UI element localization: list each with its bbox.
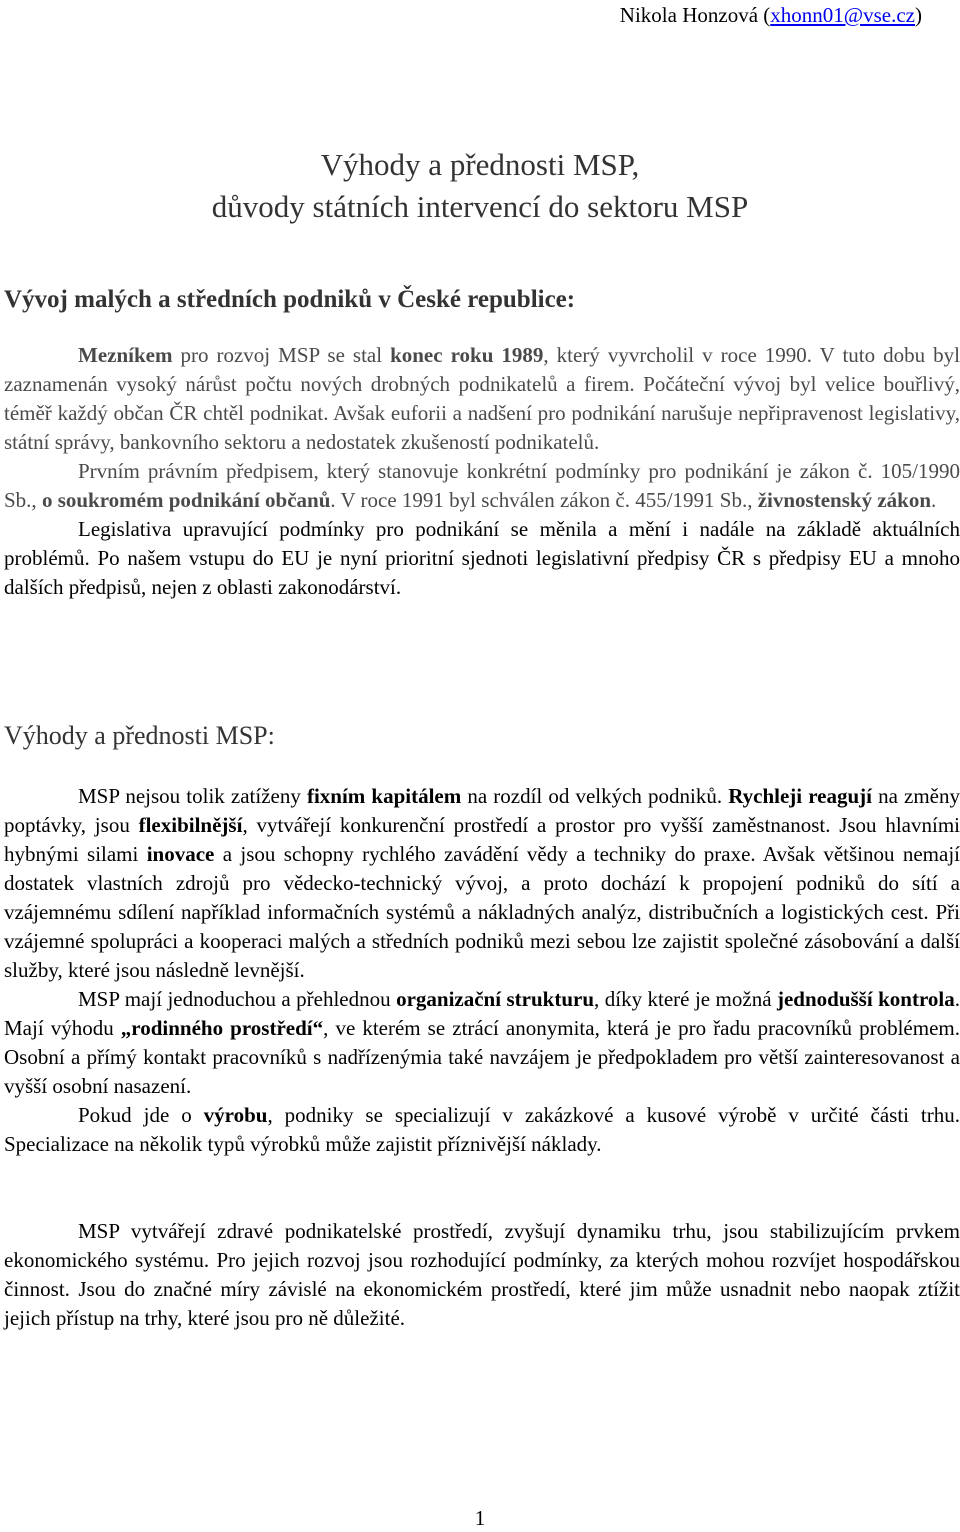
paragraph-fixed-capital: MSP nejsou tolik zatíženy fixním kapitálem na rozdíl od velkých podniků. Rychleji reagují na změny poptávky, jsou flexibilnější, vytvářejí konkurenční prostředí a prostor pro vyšší zaměstnanost. Jsou hlavními hybnými silami inovace a jsou schopny rychlého zavádění vědy a techniky do praxe. Avšak většinou nemají dostatek vlastních zdrojů pro vědecko-technický vývoj, a proto dochází k propojení podniků do sítí a vzájemnému sdílení například informačních systémů a nákladných analýz, distribučních a logistických cest. Při vzájemné spolupráci a kooperaci malých a středních podniků mezi sebou lze zajistit společné zásobování a další služby, které jsou následně levnější. [4,784,960,982]
page-title-line1: Výhody a přednosti MSP, [320,147,640,182]
section-heading-development: Vývoj malých a středních podniků v České republice: [4,286,576,313]
section-heading-advantages: Výhody a přednosti MSP: [4,721,275,750]
paragraph-production: Pokud jde o výrobu, podniky se specializují v zakázkové a kusové výrobě v určité části trhu. Specializace na několik typů výrobků může zajistit příznivější náklady. [4,1103,960,1156]
paragraph-environment: MSP vytvářejí zdravé podnikatelské prostředí, zvyšují dynamiku trhu, jsou stabilizujícím prvkem ekonomického systému. Pro jejich rozvoj jsou rozhodující podmínky, za kterých mohou rozvíjet hospodářskou činnost. Jsou do značné míry závislé na ekonomickém prostředí, které jim může usnadnit nebo naopak ztížit jejich přístup na trhy, které jsou pro ně důležité. [4,1219,960,1330]
author-email-link[interactable]: xhonn01@vse.cz [770,3,915,27]
page-title [0,144,960,228]
section-advantages-body [4,782,960,1159]
paragraph-milestone: Mezníkem pro rozvoj MSP se stal konec roku 1989, který vyvrcholil v roce 1990. V tuto dobu byl zaznamenán vysoký nárůst počtu nových drobných podnikatelů a firem. Počáteční vývoj byl velice bouřlivý, téměř každý občan ČR chtěl podnikat. Avšak euforii a nadšení pro podnikání narušuje nepřipravenost legislativy, státní správy, bankovního sektoru a nedostatek zkušeností podnikatelů. [4,343,960,454]
section-environment-body [4,1217,960,1333]
author-line [620,2,922,28]
paragraph-legislation: Legislativa upravující podmínky pro podnikání se měnila a mění i nadále na základě aktuálních problémů. Po našem vstupu do EU je nyní prioritní sjednoti legislativní předpisy ČR s předpisy EU a mnoho dalších předpisů, nejen z oblasti zakonodárství. [4,517,960,599]
author-close-paren: ) [915,3,922,27]
page-number: 1 [474,1506,486,1530]
paragraph-first-law: Prvním právním předpisem, který stanovuje konkrétní podmínky pro podnikání je zákon č. 105/1990 Sb., o soukromém podnikání občanů. V roce 1991 byl schválen zákon č. 455/1991 Sb., živnostenský zákon. [4,459,960,512]
author-name: Nikola Honzová ( [619,3,771,27]
section-development-body [4,341,960,602]
page-title-line2: důvody státních intervencí do sektoru MSP [211,189,749,224]
paragraph-organization: MSP mají jednoduchou a přehlednou organizační strukturu, díky které je možná jednodušší kontrola. Mají výhodu „rodinného prostředí“, ve kterém se ztrácí anonymita, která je pro řadu pracovníků problémem. Osobní a přímý kontakt pracovníků s nadřízenýmia také navzájem je předpokladem pro větší zainteresovanost a vyšší osobní nasazení. [4,987,960,1098]
